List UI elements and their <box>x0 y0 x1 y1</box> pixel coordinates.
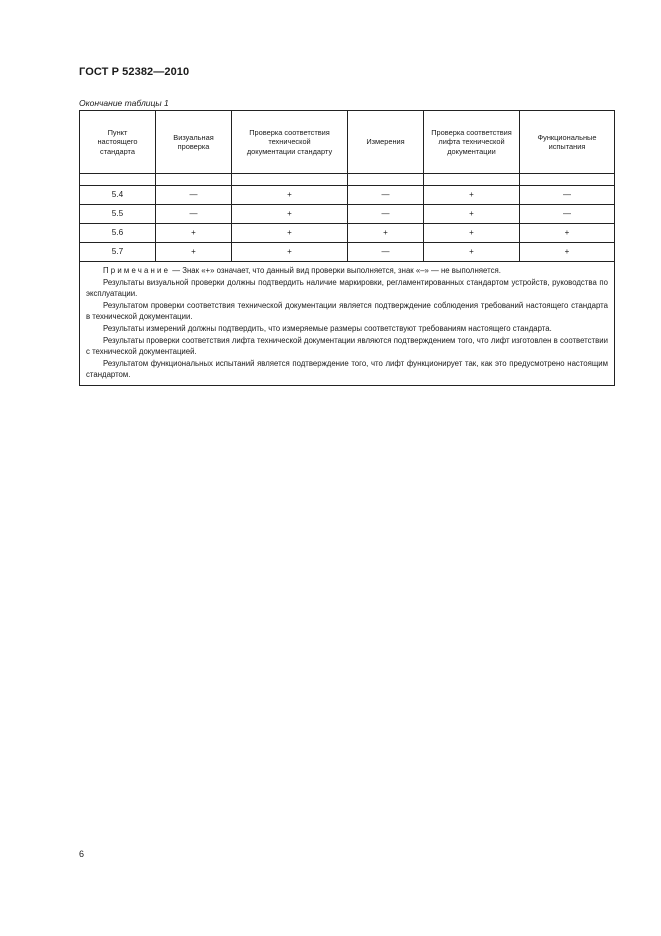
table-row <box>80 243 615 262</box>
table-caption: Окончание таблицы 1 <box>79 98 169 108</box>
spacer-cell <box>424 174 520 186</box>
column-header-documentation-check <box>232 111 348 174</box>
table-cell: 5.6 <box>80 224 156 243</box>
column-header-label: Измерения <box>366 137 405 147</box>
table-cell: + <box>232 186 348 205</box>
table-cell: + <box>520 243 615 262</box>
column-header-label: Визуальная проверка <box>173 132 214 151</box>
note-paragraph: Результатом функциональных испытаний является подтверждение того, что лифт функционирует так, как это предусмотрено настоящим стандартом. <box>86 358 608 380</box>
table-cell: + <box>232 243 348 262</box>
inspection-table <box>79 110 615 386</box>
spacer-cell <box>80 174 156 186</box>
table-cell: — <box>348 243 424 262</box>
table-cell: + <box>520 224 615 243</box>
column-header-label: Проверка соответствия лифта технической документации <box>431 127 512 156</box>
table-cell: 5.4 <box>80 186 156 205</box>
table-cell: + <box>348 224 424 243</box>
column-header-label: Проверка соответствия технической документации стандарту <box>246 127 333 156</box>
table-header-row <box>80 111 615 174</box>
table-cell: + <box>156 224 232 243</box>
spacer-cell <box>520 174 615 186</box>
column-header-visual-check <box>156 111 232 174</box>
note-paragraph: Результаты визуальной проверки должны подтвердить наличие маркировки, регламентированных стандартом устройств, руководства по эксплуатации. <box>86 277 608 299</box>
table-cell: + <box>424 224 520 243</box>
column-header-measurements <box>348 111 424 174</box>
table-cell: 5.5 <box>80 205 156 224</box>
column-header-functional-tests <box>520 111 615 174</box>
document-title: ГОСТ Р 52382—2010 <box>79 66 190 78</box>
table-notes-row <box>80 262 615 386</box>
note-paragraph <box>86 265 608 277</box>
table-cell: + <box>424 186 520 205</box>
table-cell: 5.7 <box>80 243 156 262</box>
table-row <box>80 205 615 224</box>
spacer-row <box>80 174 615 186</box>
table-cell: + <box>232 205 348 224</box>
table-cell: — <box>520 205 615 224</box>
column-header-lift-documentation-check <box>424 111 520 174</box>
table-cell: + <box>424 205 520 224</box>
table-row <box>80 186 615 205</box>
table-cell: + <box>232 224 348 243</box>
spacer-cell <box>232 174 348 186</box>
note-text: — Знак «+» означает, что данный вид проверки выполняется, знак «–» — не выполняется. <box>170 266 501 275</box>
table-cell: — <box>348 205 424 224</box>
table-container <box>79 110 614 386</box>
note-paragraph: Результаты измерений должны подтвердить, что измеряемые размеры соответствуют требованиям настоящего стандарта. <box>103 323 552 333</box>
table-cell: + <box>156 243 232 262</box>
column-header-clause <box>80 111 156 174</box>
page-number: 6 <box>79 849 85 859</box>
table-cell: — <box>156 205 232 224</box>
column-header-label: Пункт настоящего стандарта <box>97 127 138 156</box>
spacer-cell <box>348 174 424 186</box>
note-paragraph: Результаты проверки соответствия лифта технической документации являются подтверждением того, что лифт изготовлен в соответствии с технической документацией. <box>86 335 608 357</box>
note-paragraph: Результатом проверки соответствия технической документации является подтверждение соблюдения требований настоящего стандарта в технической документации. <box>86 300 608 322</box>
column-header-label: Функциональные испытания <box>537 132 597 151</box>
table-cell: — <box>520 186 615 205</box>
note-label: Примечание <box>103 266 171 275</box>
table-notes <box>80 262 615 386</box>
table-cell: — <box>156 186 232 205</box>
table-row <box>80 224 615 243</box>
table-cell: + <box>424 243 520 262</box>
spacer-cell <box>156 174 232 186</box>
table-cell: — <box>348 186 424 205</box>
